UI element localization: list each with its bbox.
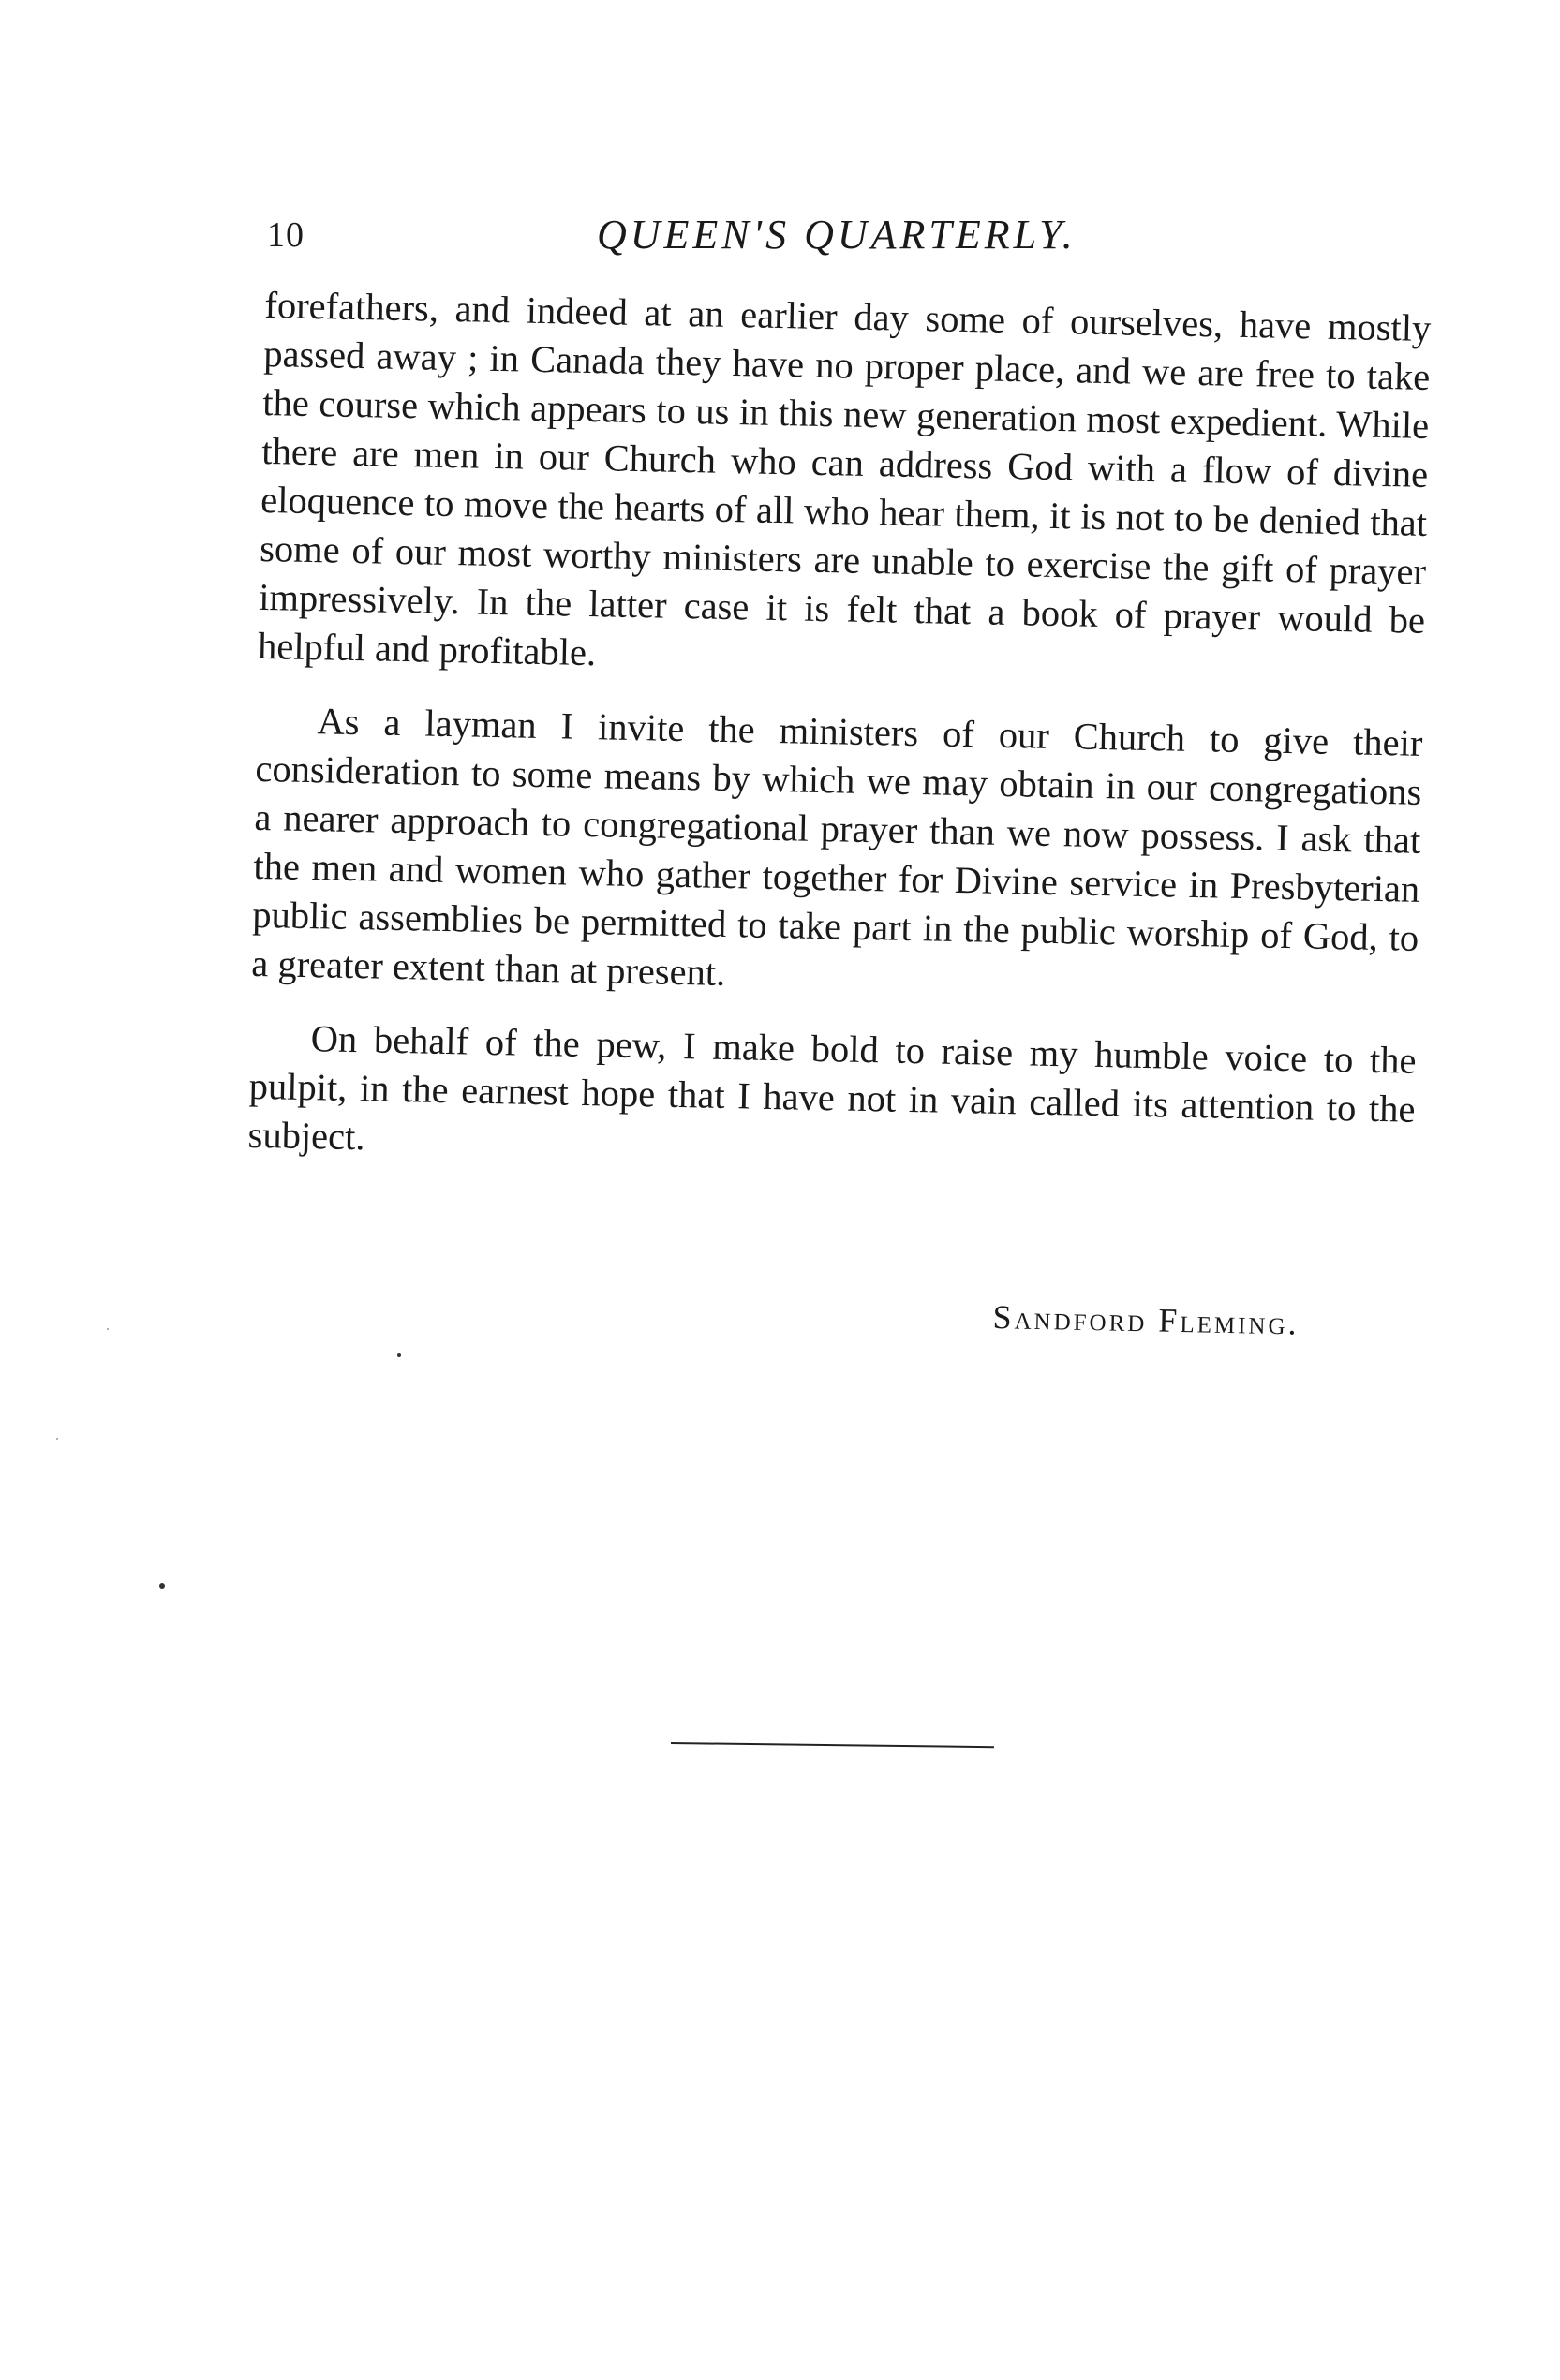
paragraph-3: On behalf of the pew, I make bold to raise my humble voice to the pulpit, in the earnest hope that I have not in vain called its attention to the subject. <box>247 1017 1417 1159</box>
paragraph-2: As a layman I invite the ministers of our Church to give their consideration to some means by which we may obtain in our congregations a nearer approach to congregational prayer than we now possess. I ask that the men and women who gather together for Divine service in Presbyterian public assemblies be permitted to take part in the public worship of God, to a greater extent than at present. <box>250 700 1423 995</box>
page-header <box>267 211 1429 276</box>
page-number: 10 <box>267 215 305 255</box>
running-head: QUEEN'S QUARTERLY. <box>597 212 1077 258</box>
ink-speck <box>107 1328 109 1330</box>
section-divider <box>671 1742 994 1748</box>
ink-speck <box>56 1438 58 1440</box>
ink-speck <box>159 1583 165 1589</box>
ink-speck <box>397 1353 401 1357</box>
author-signature: Sandford Fleming. <box>992 1297 1300 1342</box>
article-body <box>247 281 1432 1208</box>
paragraph-1: forefathers, and indeed at an earlier day some of ourselves, have mostly passed away ; in Canada they have no proper place, and we are free to take the course which appears to us in this new generation most expedient. While there are men in our Church who can address God with a flow of divine eloquence to move the hearts of all who hear them, it is not to be denied that some of our most worthy ministers are unable to exercise the gift of prayer impressively. In the latter case it is felt that a book of prayer would be helpful and profitable. <box>257 283 1432 674</box>
